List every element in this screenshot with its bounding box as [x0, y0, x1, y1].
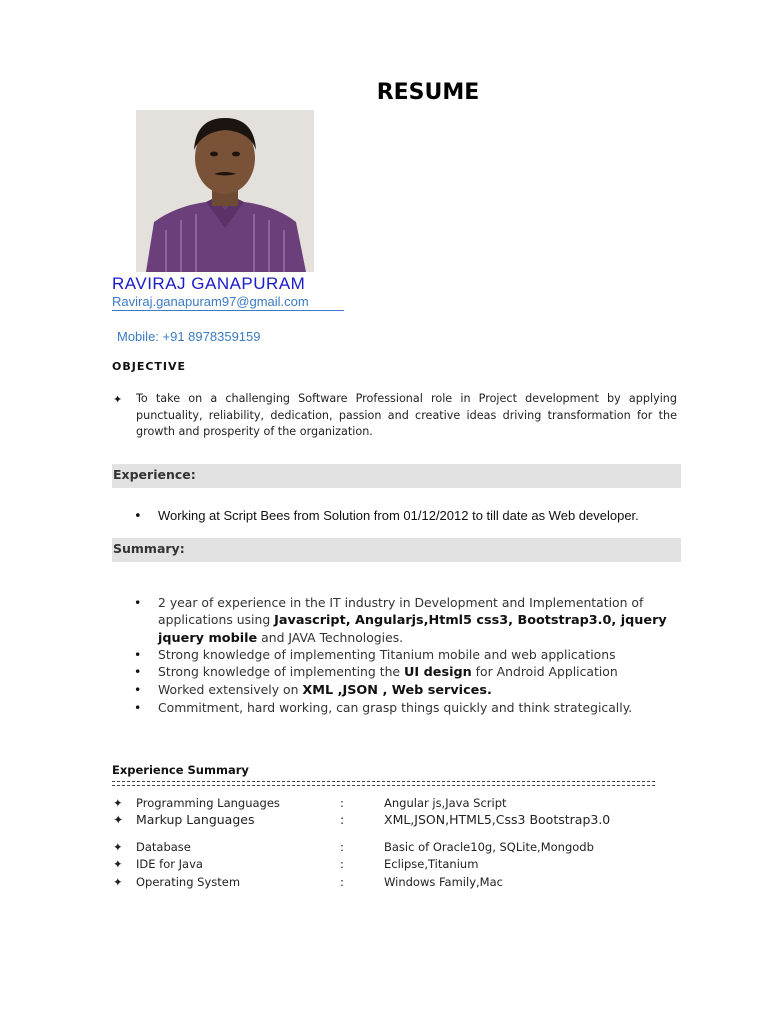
objective-heading: OBJECTIVE	[112, 360, 187, 373]
list-item: • 2 year of experience in the IT industry in Development and Implementation of applications using Javascript, Angularjs,Html5 css3, Bootstrap3.0, jquery jquery mobile and JAVA Technologies.	[134, 595, 667, 646]
separator-colon: :	[340, 796, 344, 810]
star-bullet-icon: ✦	[113, 393, 123, 406]
summary-heading: Summary:	[113, 541, 185, 556]
star-bullet-icon: ✦	[113, 840, 123, 854]
skill-label: Markup Languages	[136, 812, 255, 827]
mobile-number: Mobile: +91 8978359159	[117, 329, 261, 344]
star-bullet-icon: ✦	[113, 875, 123, 889]
skill-label: Operating System	[136, 875, 241, 889]
skill-label: Database	[136, 840, 191, 854]
list-item: • Worked extensively on XML ,JSON , Web services.	[134, 681, 492, 698]
separator-colon: :	[340, 812, 345, 827]
section-divider	[112, 781, 655, 786]
bullet-icon: •	[134, 664, 142, 680]
skill-value: Angular js,Java Script	[384, 796, 507, 810]
experience-section-band	[112, 464, 681, 488]
objective-text: To take on a challenging Software Professional role in Project development by applying punctuality, reliability, dedication, passion and creative ideas driving transformation for the growth and prosperity of the organization.	[136, 392, 677, 438]
skill-value: XML,JSON,HTML5,Css3 Bootstrap3.0	[384, 812, 611, 827]
bullet-icon: •	[134, 595, 142, 610]
skill-value: Eclipse,Titanium	[384, 857, 479, 871]
separator-colon: :	[340, 857, 344, 871]
email-link[interactable]: Raviraj.ganapuram97@gmail.com	[112, 294, 344, 311]
star-bullet-icon: ✦	[113, 857, 123, 871]
experience-summary-heading: Experience Summary	[112, 763, 249, 777]
bullet-icon: •	[134, 509, 142, 524]
experience-item: Working at Script Bees from Solution from 01/12/2012 to till date as Web developer.	[158, 508, 639, 523]
bullet-icon: •	[134, 699, 142, 715]
list-item: • Commitment, hard working, can grasp things quickly and think strategically.	[134, 699, 633, 715]
page-title: RESUME	[376, 80, 480, 105]
experience-heading: Experience:	[113, 467, 196, 482]
separator-colon: :	[340, 840, 344, 854]
person-portrait-image	[136, 110, 314, 272]
star-bullet-icon: ✦	[113, 796, 123, 810]
star-bullet-icon: ✦	[113, 812, 124, 827]
summary-list	[134, 595, 674, 717]
skill-label: IDE for Java	[136, 857, 203, 871]
bullet-icon: •	[134, 647, 142, 663]
list-item: • Strong knowledge of implementing Titanium mobile and web applications	[134, 647, 616, 663]
summary-section-band	[112, 538, 681, 562]
bullet-icon: •	[134, 681, 142, 697]
skill-label: Programming Languages	[136, 796, 280, 810]
skill-value: Basic of Oracle10g, SQLite,Mongodb	[384, 840, 594, 854]
list-item: • Strong knowledge of implementing the UI design for Android Application	[134, 664, 618, 681]
skill-value: Windows Family,Mac	[384, 875, 503, 889]
profile-photo	[136, 110, 314, 272]
separator-colon: :	[340, 875, 344, 889]
candidate-name: RAVIRAJ GANAPURAM	[112, 274, 306, 293]
